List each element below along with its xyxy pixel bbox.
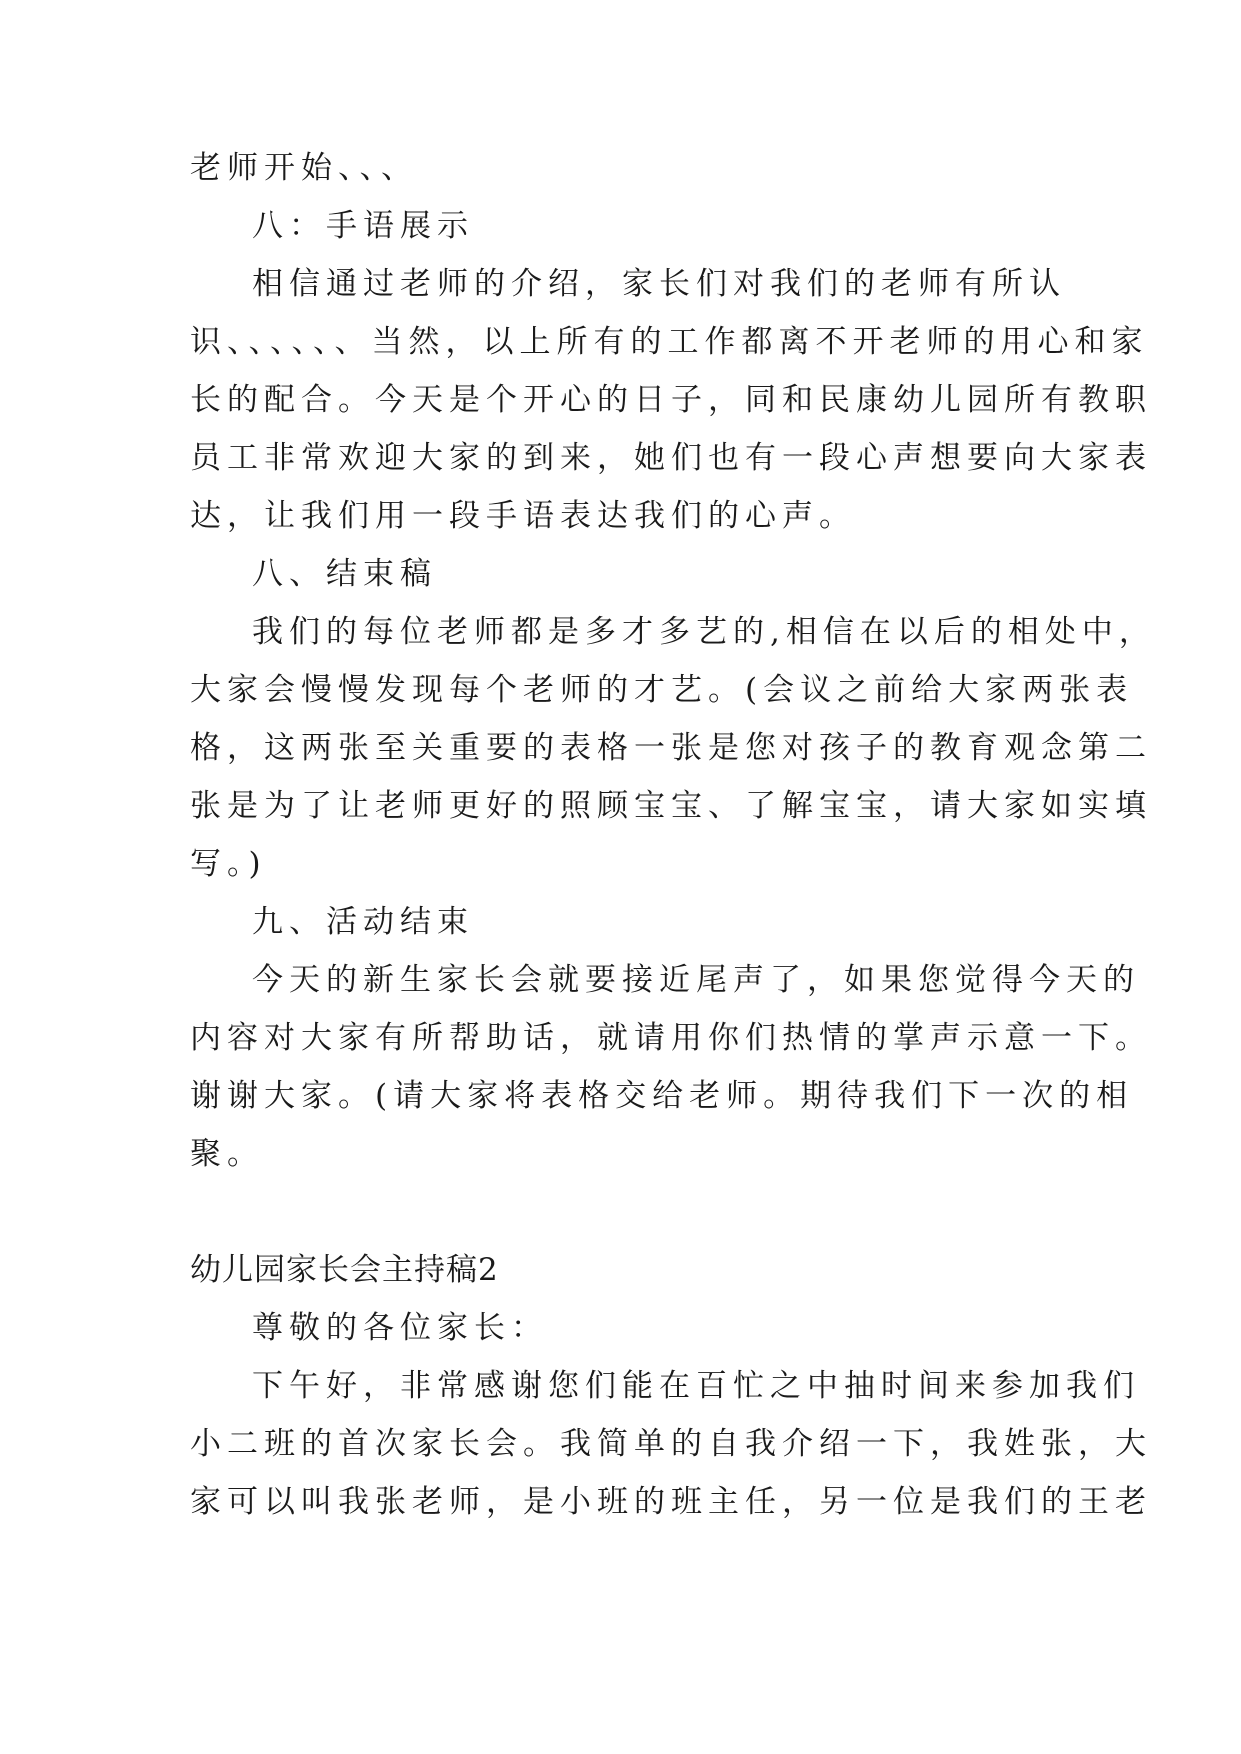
section-heading: 九、活动结束 <box>252 904 474 940</box>
section-heading: 八、结束稿 <box>252 556 437 592</box>
text-line: 聚。 <box>190 1136 264 1172</box>
text-line: 老师开始、、、 <box>190 150 418 186</box>
salutation: 尊敬的各位家长： <box>252 1310 548 1346</box>
article-title: 幼儿园家长会主持稿2 <box>190 1252 499 1288</box>
text-line: 我们的每位老师都是多才多艺的,相信在以后的相处中， <box>252 614 1156 650</box>
text-line: 张是为了让老师更好的照顾宝宝、了解宝宝，请大家如实填 <box>190 788 1152 824</box>
text-line: 大家会慢慢发现每个老师的才艺。(会议之前给大家两张表 <box>190 672 1134 708</box>
text-line: 小二班的首次家长会。我简单的自我介绍一下，我姓张，大 <box>190 1426 1152 1462</box>
text-line: 长的配合。今天是个开心的日子，同和民康幼儿园所有教职 <box>190 382 1152 418</box>
text-line: 识、、、、、、当然，以上所有的工作都离不开老师的用心和家 <box>190 324 1149 360</box>
text-line: 写。) <box>190 846 267 882</box>
text-line: 今天的新生家长会就要接近尾声了，如果您觉得今天的 <box>252 962 1140 998</box>
text-line: 下午好，非常感谢您们能在百忙之中抽时间来参加我们 <box>252 1368 1140 1404</box>
text-line: 内容对大家有所帮助话，就请用你们热情的掌声示意一下。 <box>190 1020 1152 1056</box>
text-line: 谢谢大家。(请大家将表格交给老师。期待我们下一次的相 <box>190 1078 1134 1114</box>
text-line: 格，这两张至关重要的表格一张是您对孩子的教育观念第二 <box>190 730 1152 766</box>
text-line: 员工非常欢迎大家的到来，她们也有一段心声想要向大家表 <box>190 440 1152 476</box>
section-heading: 八：手语展示 <box>252 208 474 244</box>
text-line: 相信通过老师的介绍，家长们对我们的老师有所认 <box>252 266 1066 302</box>
text-line: 达，让我们用一段手语表达我们的心声。 <box>190 498 856 534</box>
text-line: 家可以叫我张老师，是小班的班主任，另一位是我们的王老 <box>190 1484 1152 1520</box>
